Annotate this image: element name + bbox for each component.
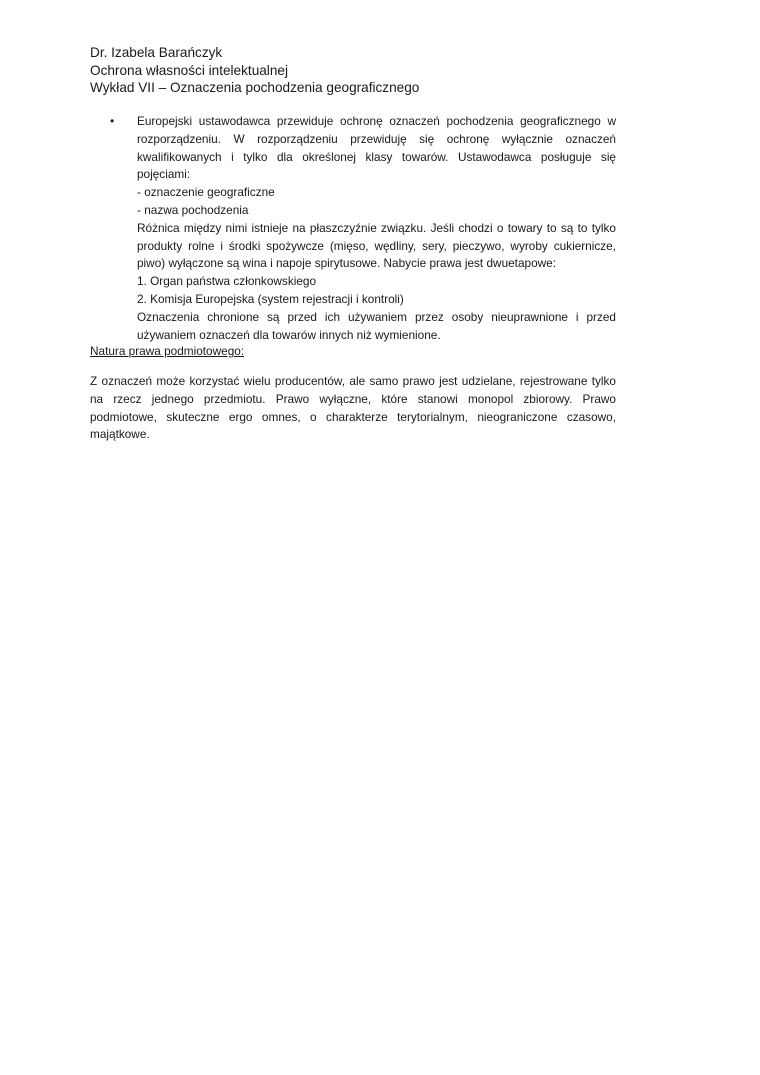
bullet-content <box>137 113 616 344</box>
protection-paragraph: Oznaczenia chronione są przed ich używaniem przez osoby nieuprawnione i przed używaniem oznaczeń dla towarów innych niż wymienione. <box>137 309 616 342</box>
term-designation-of-origin: - nazwa pochodzenia <box>137 202 249 217</box>
section-heading: Natura prawa podmiotowego: <box>90 344 245 358</box>
author-line: Dr. Izabela Barańczyk <box>90 45 223 60</box>
bullet-intro-paragraph: Europejski ustawodawca przewiduje ochronę oznaczeń pochodzenia geograficznego w rozporządzeniu. W rozporządzeniu przewiduję się ochronę wyłącznie oznaczeń kwalifikowanych i tylko dla określonej klasy towarów. Ustawodawca posługuje się pojęciami: <box>137 114 616 182</box>
difference-paragraph: Różnica między nimi istnieje na płaszczyźnie związku. Jeśli chodzi o towary to są to tylko produkty rolne i środki spożywcze (mięso, wędliny, sery, pieczywo, wyroby cukiernicze, piwo) wyłączone są wina i napoje spirytusowe. Nabycie prawa jest dwuetapowe: <box>137 220 616 271</box>
acquisition-step-2: 2. Komisja Europejska (system rejestracji i kontroli) <box>137 291 404 306</box>
section-paragraph: Z oznaczeń może korzystać wielu producentów, ale samo prawo jest udzielane, rejestrowane tylko na rzecz jednego przedmiotu. Prawo wyłączne, które stanowi monopol zbiorowy. Prawo podmiotowe, skuteczne ergo omnes, o charakterze terytorialnym, nieograniczone czasowo, majątkowe. <box>90 374 616 442</box>
term-geographical-indication: - oznaczenie geograficzne <box>137 185 275 200</box>
bullet-symbol: • <box>110 114 115 128</box>
document-header <box>90 44 419 97</box>
acquisition-step-1: 1. Organ państwa członkowskiego <box>137 274 317 289</box>
lecture-title: Wykład VII – Oznaczenia pochodzenia geograficznego <box>90 80 420 95</box>
course-line: Ochrona własności intelektualnej <box>90 62 288 78</box>
